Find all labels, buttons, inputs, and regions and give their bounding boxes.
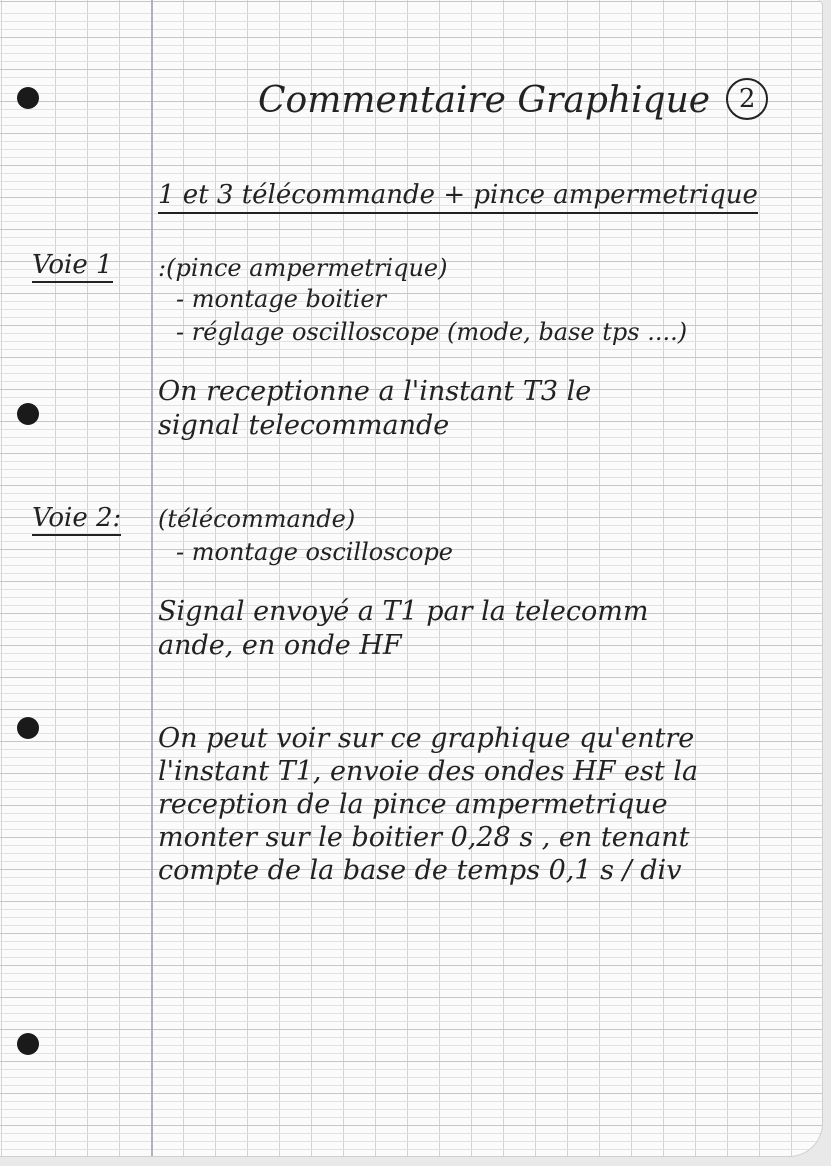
page-title bbox=[258, 82, 768, 124]
voie1-heading: :(pince ampermetrique) bbox=[158, 254, 448, 282]
conclusion-line: On peut voir sur ce graphique qu'entre bbox=[158, 723, 695, 754]
conclusion-line: reception de la pince ampermetrique bbox=[158, 789, 668, 820]
voie2-item: - montage oscilloscope bbox=[176, 538, 454, 566]
binder-hole bbox=[17, 87, 39, 109]
voie1-label: Voie 1 bbox=[32, 252, 113, 283]
binder-hole bbox=[17, 403, 39, 425]
voie1-text-line: signal telecommande bbox=[158, 410, 450, 441]
voie2-text-line: Signal envoyé a T1 par la telecomm bbox=[158, 596, 649, 627]
conclusion-line: compte de la base de temps 0,1 s / div bbox=[158, 855, 682, 886]
voie1-item: - réglage oscilloscope (mode, base tps ....) bbox=[176, 318, 688, 346]
page-subtitle: 1 et 3 télécommande + pince ampermetrique bbox=[158, 182, 758, 214]
title-number-badge: 2 bbox=[726, 78, 768, 120]
voie1-item: - montage boitier bbox=[176, 285, 387, 313]
conclusion-line: l'instant T1, envoie des ondes HF est la bbox=[158, 756, 699, 787]
voie2-text-line: ande, en onde HF bbox=[158, 630, 402, 661]
voie1-text-line: On receptionne a l'instant T3 le bbox=[158, 376, 592, 407]
voie2-heading: (télécommande) bbox=[158, 505, 356, 533]
voie2-label: Voie 2: bbox=[32, 505, 121, 536]
page-title-text: Commentaire Graphique bbox=[258, 80, 711, 121]
conclusion-line: monter sur le boitier 0,28 s , en tenant bbox=[158, 822, 690, 853]
binder-hole bbox=[17, 1033, 39, 1055]
binder-hole bbox=[17, 717, 39, 739]
